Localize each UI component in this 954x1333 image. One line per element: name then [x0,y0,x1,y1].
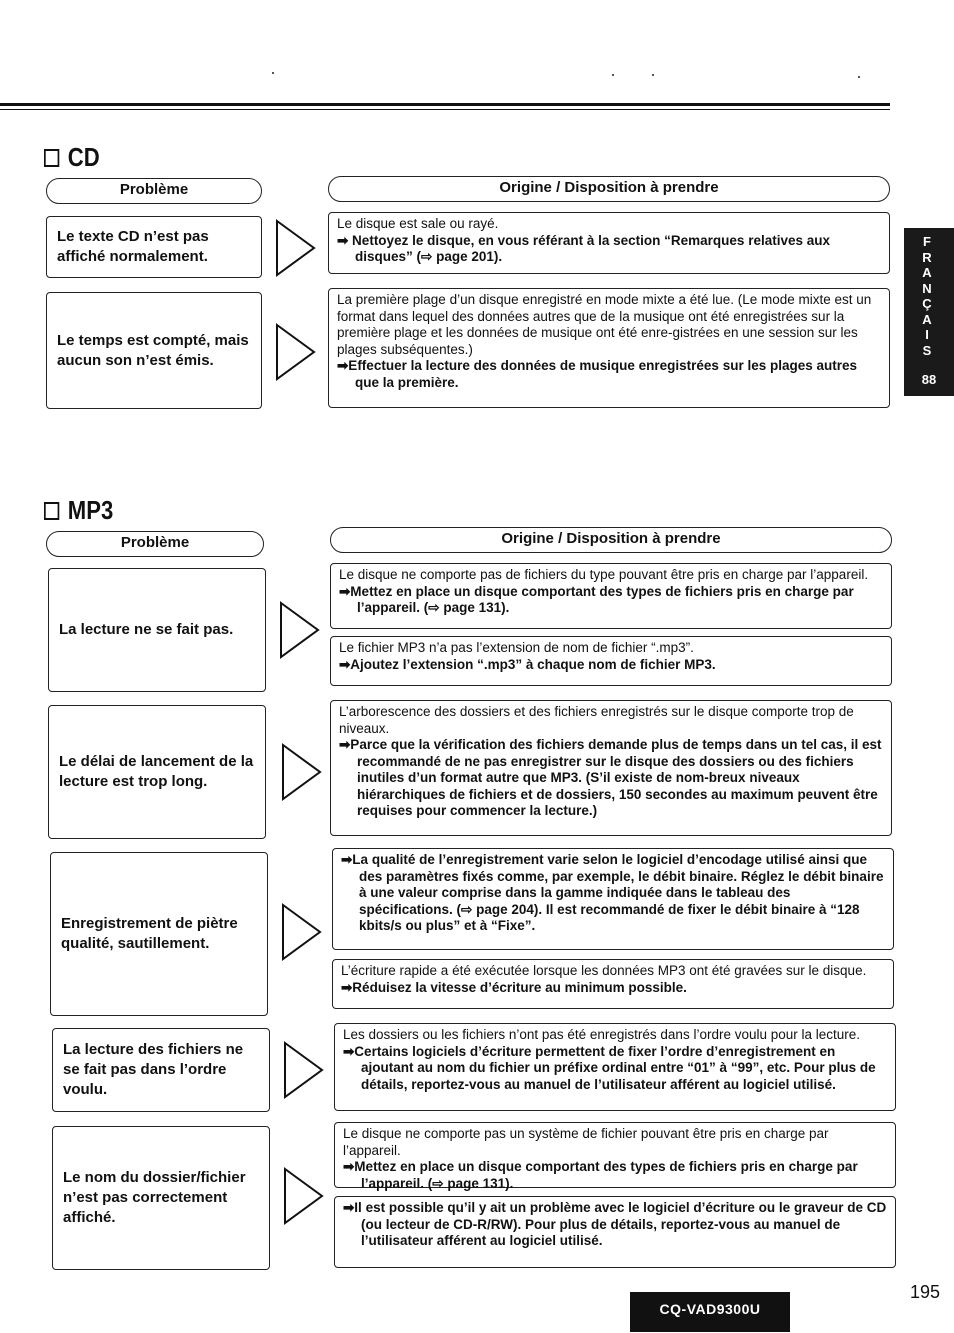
checkbox-icon [44,149,59,167]
problem-box: Le texte CD n’est pas affiché normalement. [46,216,262,278]
problem-box: Le nom du dossier/fichier n’est pas correctement affiché. [52,1126,270,1270]
checkbox-icon [44,502,59,520]
column-header-origin: Origine / Disposition à prendre [328,176,890,202]
pointer-arrow-icon [280,902,324,962]
pointer-arrow-icon [282,1166,326,1226]
answer-box: Le disque ne comporte pas de fichiers du type pouvant être pris en charge par l’appareil. ➡Mettez en place un disque comportant des types de fichiers pris en charge par l’appareil. (⇨ page 131). [330,563,892,629]
side-tab-letters: F R A N Ç A I S [922,234,932,358]
problem-box: Le délai de lancement de la lecture est trop long. [48,705,266,839]
column-header-problem: Problème [46,178,262,204]
section-title-mp3: MP3 [44,495,113,526]
pointer-arrow-icon [274,322,318,382]
model-label: CQ-VAD9300U [630,1292,790,1332]
side-tab-number: 88 [921,372,937,387]
section-title-cd: CD [44,142,100,173]
problem-box: Enregistrement de piètre qualité, sautillement. [50,852,268,1016]
answer-box: L’écriture rapide a été exécutée lorsque les données MP3 ont été gravées sur le disque. ➡Réduisez la vitesse d’écriture au minimum possible. [332,959,894,1009]
answer-box: La première plage d’un disque enregistré en mode mixte a été lue. (Le mode mixte est un format dans lequel des données autres que de la musique ont été enregistrées sur la première plage et les données de musique ont été enre-gistrées en une session sur les plages subséquentes.) ➡Effectuer la lecture des données de musique enregistrées sur les plages autres que la première. [328,288,890,408]
answer-box: L’arborescence des dossiers et des fichiers enregistrés sur le disque comporte trop de niveaux. ➡Parce que la vérification des fichiers demande plus de temps dans un tel cas, il est recommandé de ne pas enregistrer sur le disque des dossiers ou des fichiers inutiles d’un format autre que MP3. (S’il existe de nom-breux niveaux hiérarchiques de fichiers et de dossiers, 150 secondes au maximum peuvent être requises pour commencer la lecture.) [330,700,892,836]
scan-speck [272,72,274,74]
header-rule [0,103,890,106]
scan-speck [858,76,860,78]
answer-box: Le disque ne comporte pas un système de fichier pouvant être pris en charge par l’appareil. ➡Mettez en place un disque comportant des types de fichiers pris en charge par l’appareil. (⇨ page 131). [334,1122,896,1188]
column-header-problem: Problème [46,531,264,557]
scan-speck [612,74,614,76]
answer-box: ➡La qualité de l’enregistrement varie selon le logiciel d’encodage utilisé ainsi que des paramètres fixés comme, par exemple, le débit binaire. Réglez le débit binaire à une valeur comprise dans la gamme indiquée dans le tableau des spécifications. (⇨ page 204). Il est recommandé de fixer le débit binaire à “128 kbits/s ou plus” et à “Fixe”. [332,848,894,950]
scan-speck [652,74,654,76]
page-number: 195 [910,1282,941,1302]
problem-box: La lecture des fichiers ne se fait pas dans l’ordre voulu. [52,1028,270,1112]
pointer-arrow-icon [282,1040,326,1100]
column-header-origin: Origine / Disposition à prendre [330,527,892,553]
pointer-arrow-icon [280,742,324,802]
problem-box: Le temps est compté, mais aucun son n’est émis. [46,292,262,409]
pointer-arrow-icon [274,218,318,278]
answer-box: Le fichier MP3 n’a pas l’extension de nom de fichier “.mp3”. ➡Ajoutez l’extension “.mp3” à chaque nom de fichier MP3. [330,636,892,686]
problem-box: La lecture ne se fait pas. [48,568,266,692]
answer-box: Les dossiers ou les fichiers n’ont pas été enregistrés dans l’ordre voulu pour la lecture. ➡Certains logiciels d’écriture permettent de fixer l’ordre d’enregistrement en ajoutant au nom du fichier un préfixe ordinal entre “01” à “99”, etc. Pour plus de détails, reportez-vous au manuel de l’utilisateur afférent au logiciel utilisé. [334,1023,896,1111]
language-side-tab [904,228,954,396]
answer-box: Le disque est sale ou rayé. ➡ Nettoyez le disque, en vous référant à la section “Remarques relatives aux disques” (⇨ page 201). [328,212,890,274]
pointer-arrow-icon [278,600,322,660]
header-rule-thin [0,109,890,110]
answer-box: ➡Il est possible qu’il y ait un problème avec le logiciel d’écriture ou le graveur de CD (ou lecteur de CD-R/RW). Pour plus de détails, reportez-vous au manuel de l’utilisateur afférent au logiciel utilisé. [334,1196,896,1268]
